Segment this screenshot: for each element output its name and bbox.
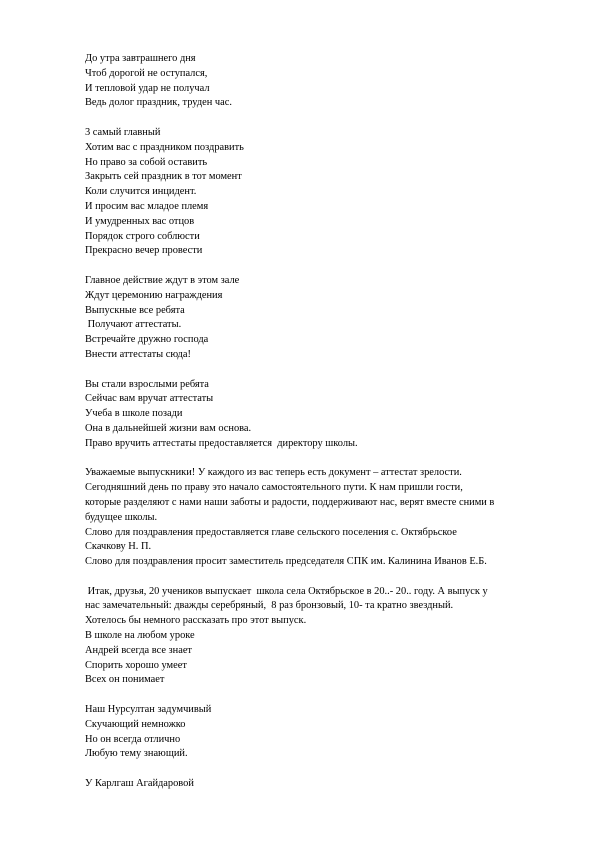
text-line: которые разделяют с нами наши заботы и радости, поддерживают нас, верят вместе сними в	[85, 496, 495, 508]
text-line: Сейчас вам вручат аттестаты	[85, 393, 214, 405]
text-line: Прекрасно вечер провести	[85, 245, 203, 257]
text-line: Уважаемые выпускники! У каждого из вас теперь есть документ – аттестат зрелости.	[85, 467, 462, 479]
document-body	[85, 52, 565, 792]
text-line: Хотим вас с праздником поздравить	[85, 141, 244, 153]
text-line: Но право за собой оставить	[85, 156, 208, 168]
text-line: Скачкову Н. П.	[85, 541, 152, 553]
text-line: Любую тему знающий.	[85, 748, 188, 760]
text-line: Скучающий немножко	[85, 718, 186, 730]
text-line: Вы стали взрослыми ребята	[85, 378, 209, 390]
text-line: Слово для поздравления предоставляется главе сельского поселения с. Октябрьское	[85, 526, 457, 538]
text-line: Главное действие ждут в этом зале	[85, 274, 240, 286]
paragraph-gap	[85, 570, 565, 585]
text-line: Спорить хорошо умеет	[85, 659, 187, 671]
text-line: У Карлгаш Агайдаровой	[85, 778, 194, 790]
text-line: Всех он понимает	[85, 674, 165, 686]
text-line: Чтоб дорогой не оступался,	[85, 67, 208, 79]
paragraph-gap	[85, 762, 565, 777]
text-line: Она в дальнейшей жизни вам основа.	[85, 422, 252, 434]
text-line: Внести аттестаты сюда!	[85, 348, 191, 360]
text-line: Сегодняшний день по праву это начало самостоятельного пути. К нам пришли гости,	[85, 482, 463, 494]
text-line: Учеба в школе позади	[85, 408, 183, 420]
stanza-4	[85, 378, 565, 452]
text-line: Получают аттестаты.	[85, 319, 182, 331]
paragraph-gap	[85, 111, 565, 126]
text-line: Хотелось бы немного рассказать про этот выпуск.	[85, 615, 307, 627]
text-line: Закрыть сей праздник в тот момент	[85, 171, 242, 183]
paragraph-address	[85, 466, 565, 570]
stanza-1	[85, 52, 565, 111]
text-line: Слово для поздравления просит заместитель председателя СПК им. Калинина Иванов Е.Б.	[85, 556, 487, 568]
text-line: И просим вас младое племя	[85, 200, 209, 212]
paragraph-gap	[85, 688, 565, 703]
text-line: Встречайте дружно господа	[85, 334, 209, 346]
text-line: До утра завтрашнего дня	[85, 53, 196, 64]
text-line: И тепловой удар не получал	[85, 82, 210, 94]
stanza-karlgash	[85, 777, 565, 792]
text-line: Ждут церемонию награждения	[85, 289, 223, 301]
text-line: Итак, друзья, 20 учеников выпускает школа села Октябрьское в 20..- 20.. году. А выпуск у	[85, 585, 488, 597]
text-line: Но он всегда отлично	[85, 733, 181, 745]
paragraph-gap	[85, 452, 565, 467]
text-line: будущее школы.	[85, 511, 158, 523]
stanza-2	[85, 126, 565, 259]
paragraph-gap	[85, 363, 565, 378]
text-line: Наш Нурсултан задумчивый	[85, 704, 212, 716]
paragraph-gap	[85, 259, 565, 274]
text-line: Коли случится инцидент.	[85, 186, 197, 198]
text-line: И умудренных вас отцов	[85, 215, 195, 227]
paragraph-graduates	[85, 585, 565, 689]
text-line: Порядок строго соблюсти	[85, 230, 200, 242]
text-line: В школе на любом уроке	[85, 630, 195, 642]
stanza-nursultan	[85, 703, 565, 762]
text-line: 3 самый главный	[85, 126, 161, 138]
text-line: Выпускные все ребята	[85, 304, 185, 316]
stanza-3	[85, 274, 565, 363]
text-line: нас замечательный: дважды серебряный, 8 раз бронзовый, 10- та кратно звездный.	[85, 600, 454, 612]
text-line: Право вручить аттестаты предоставляется директору школы.	[85, 437, 358, 449]
text-line: Ведь долог праздник, труден час.	[85, 97, 232, 109]
text-line: Андрей всегда все знает	[85, 644, 192, 656]
